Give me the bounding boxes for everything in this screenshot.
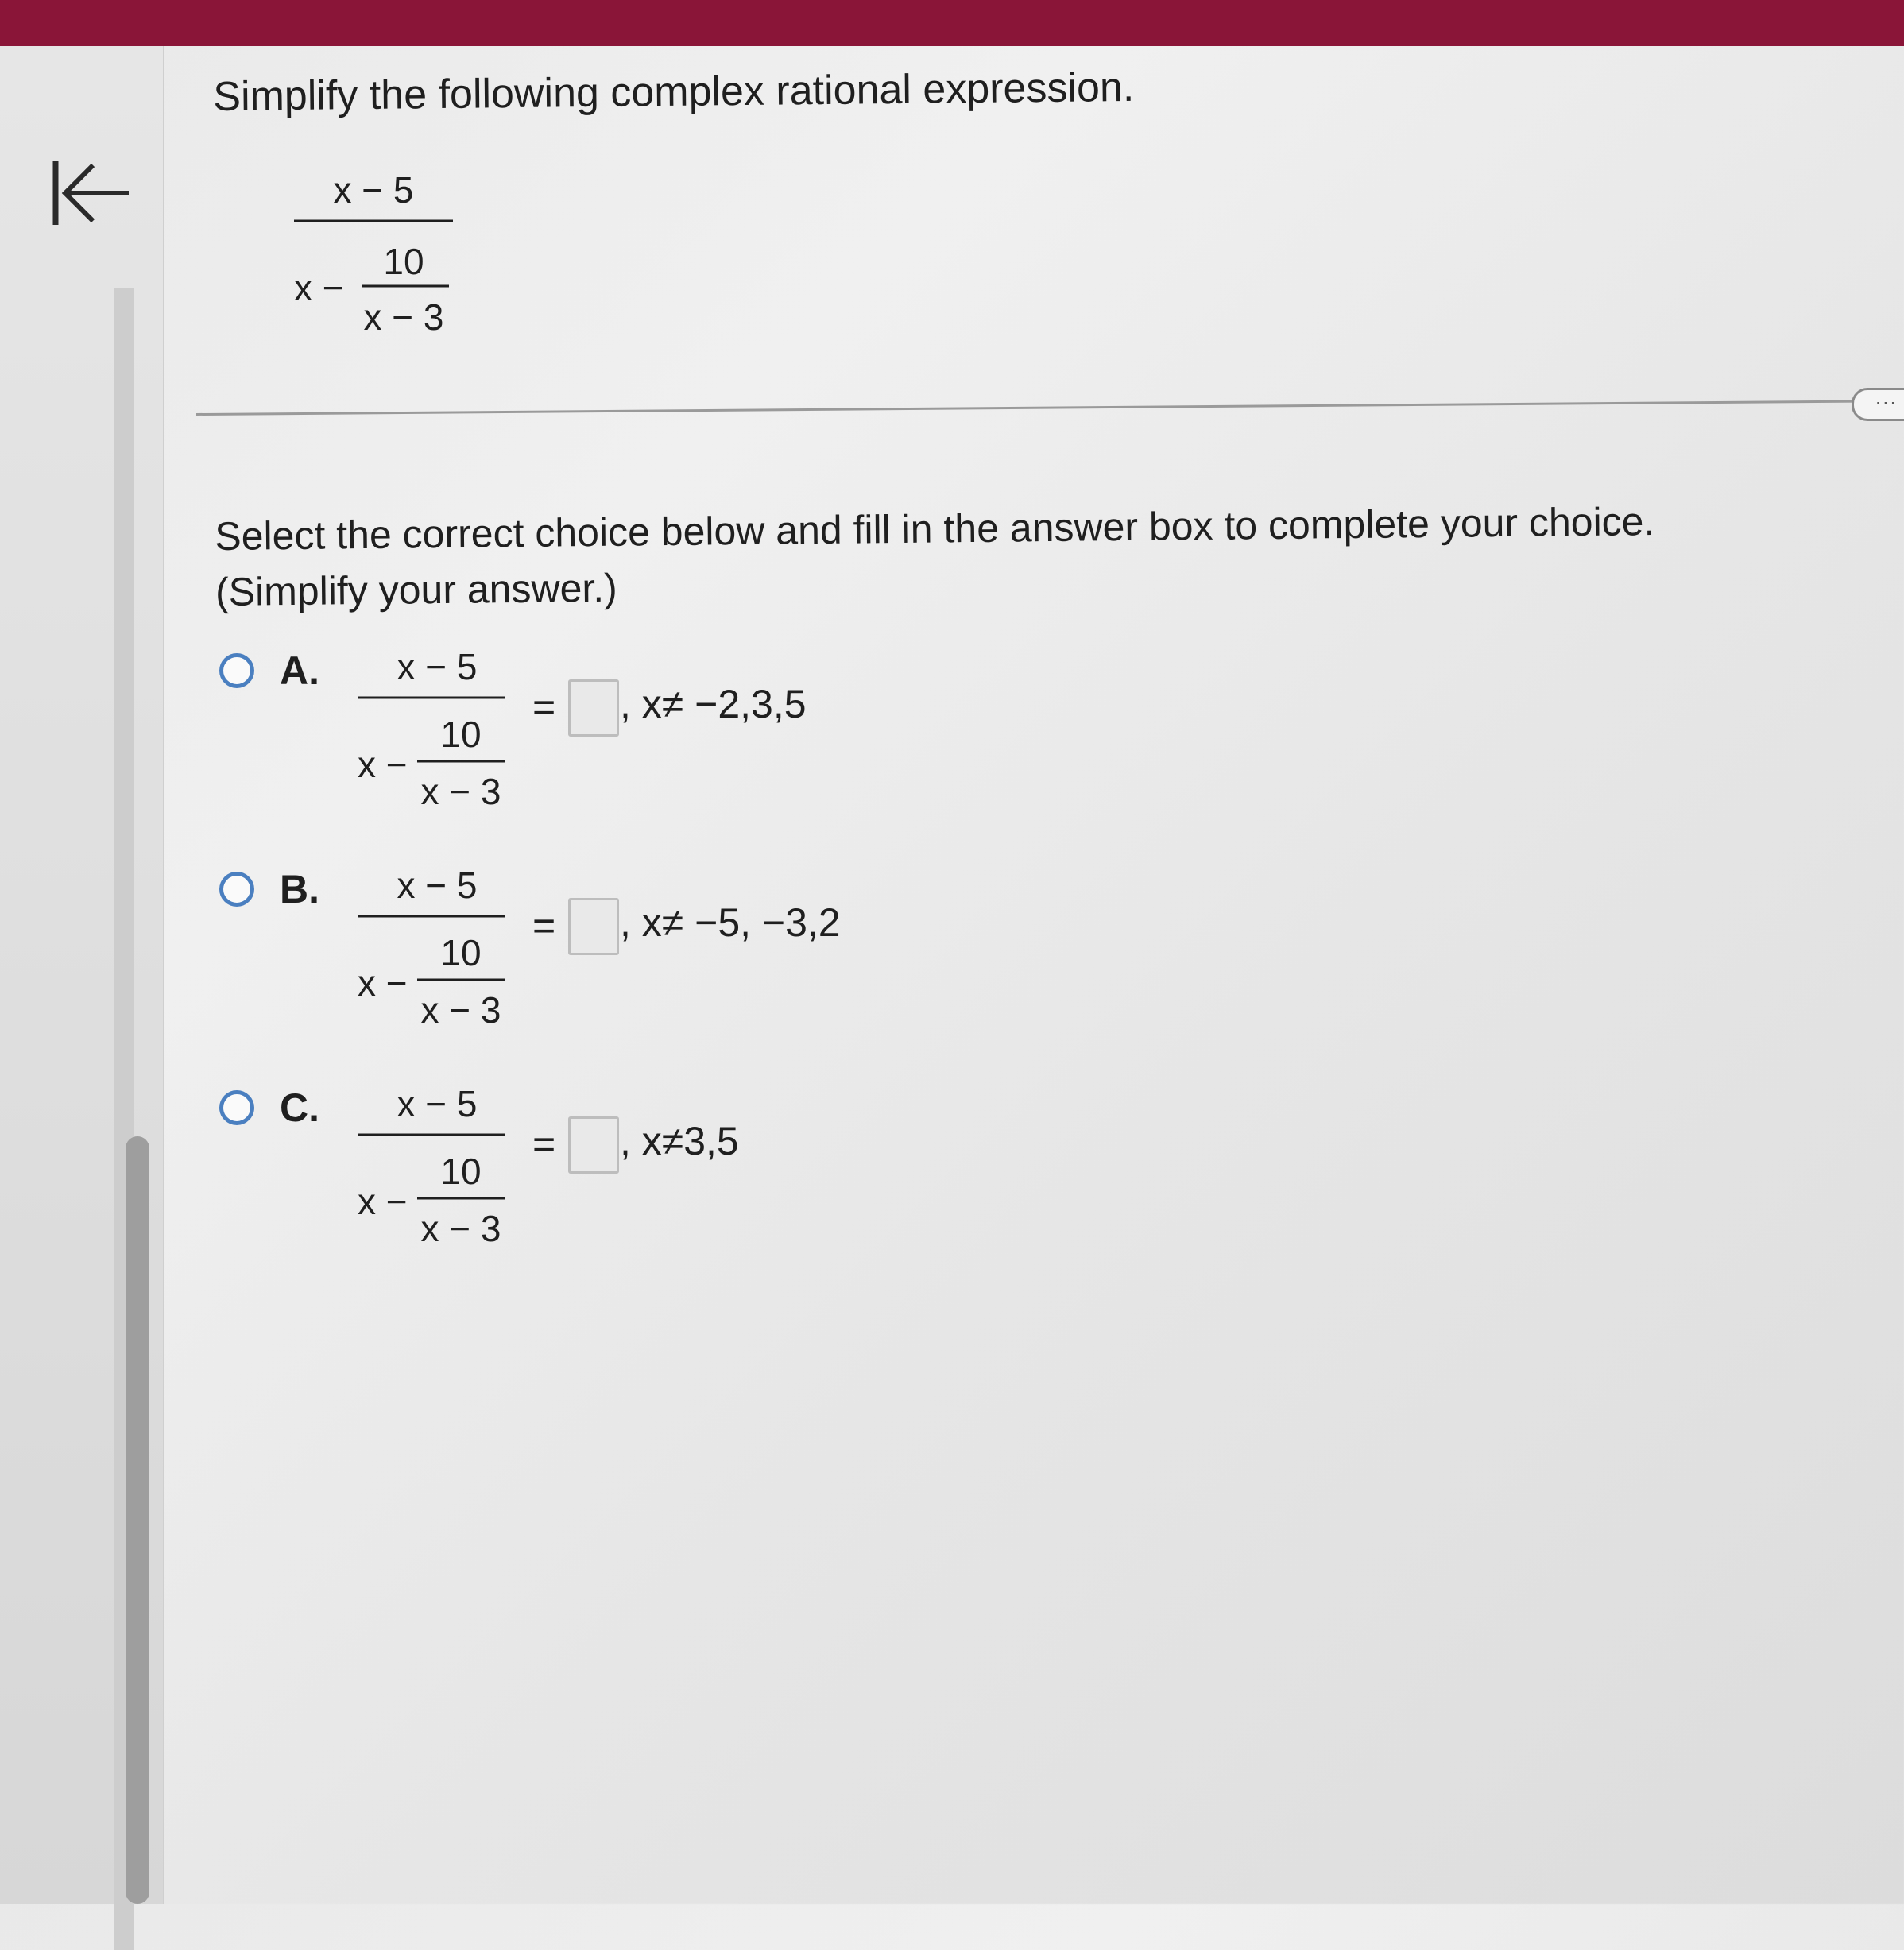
question-title: Simplify the following complex rational expression. [213, 64, 1135, 120]
choice-b[interactable] [215, 862, 1009, 1037]
instructions-line-2: (Simplify your answer.) [215, 565, 618, 614]
expr-inner-numerator: 10 [383, 241, 424, 282]
choice-c[interactable] [215, 1081, 1009, 1256]
expr-inner-denominator: x − 3 [363, 296, 444, 338]
expr-inner-numerator: 10 [440, 714, 482, 755]
choice-c-letter: C. [280, 1085, 319, 1130]
expr-whole-term: x − [358, 962, 408, 1004]
instructions [215, 493, 1655, 620]
choice-c-restriction: , x≠3,5 [620, 1119, 739, 1163]
choice-b-answer-box[interactable] [568, 898, 619, 955]
expr-inner-numerator: 10 [440, 1151, 482, 1192]
choice-c-equals: = [532, 1122, 556, 1167]
expr-numerator: x − 5 [333, 169, 414, 211]
expr-whole-term: x − [358, 1181, 408, 1222]
scrollbar-thumb[interactable] [126, 1136, 149, 1904]
instructions-line-1: Select the correct choice below and fill in the answer box to complete your choice. [215, 499, 1655, 559]
top-bar [0, 0, 1904, 46]
expr-whole-term: x − [294, 267, 344, 308]
choice-a-expression [350, 644, 509, 811]
choice-a-letter: A. [280, 648, 319, 693]
choice-c-answer-box[interactable] [568, 1116, 619, 1174]
expr-numerator: x − 5 [397, 1083, 478, 1124]
choice-a-answer-box[interactable] [568, 679, 619, 737]
expr-inner-denominator: x − 3 [420, 771, 501, 811]
collapse-left-arrow-icon[interactable] [49, 157, 137, 229]
section-divider [196, 400, 1857, 416]
choice-b-equals: = [532, 903, 556, 948]
expr-inner-denominator: x − 3 [420, 989, 501, 1029]
choice-a-radio[interactable] [219, 653, 254, 688]
expr-numerator: x − 5 [397, 865, 478, 906]
expr-whole-term: x − [358, 744, 408, 785]
choice-a-restriction: , x≠ −2,3,5 [620, 682, 807, 726]
choice-b-radio[interactable] [219, 872, 254, 907]
choice-b-expression [350, 862, 509, 1029]
expr-numerator: x − 5 [397, 646, 478, 687]
expr-inner-denominator: x − 3 [420, 1208, 501, 1248]
more-options-button[interactable]: ··· [1852, 388, 1904, 421]
choice-a-equals: = [532, 685, 556, 729]
expr-inner-numerator: 10 [440, 932, 482, 973]
choice-c-expression [350, 1081, 509, 1248]
choice-c-radio[interactable] [219, 1090, 254, 1125]
choice-b-letter: B. [280, 867, 319, 911]
choice-a[interactable] [215, 644, 1009, 818]
choice-b-restriction: , x≠ −5, −3,2 [620, 900, 841, 945]
question-expression [286, 167, 461, 342]
